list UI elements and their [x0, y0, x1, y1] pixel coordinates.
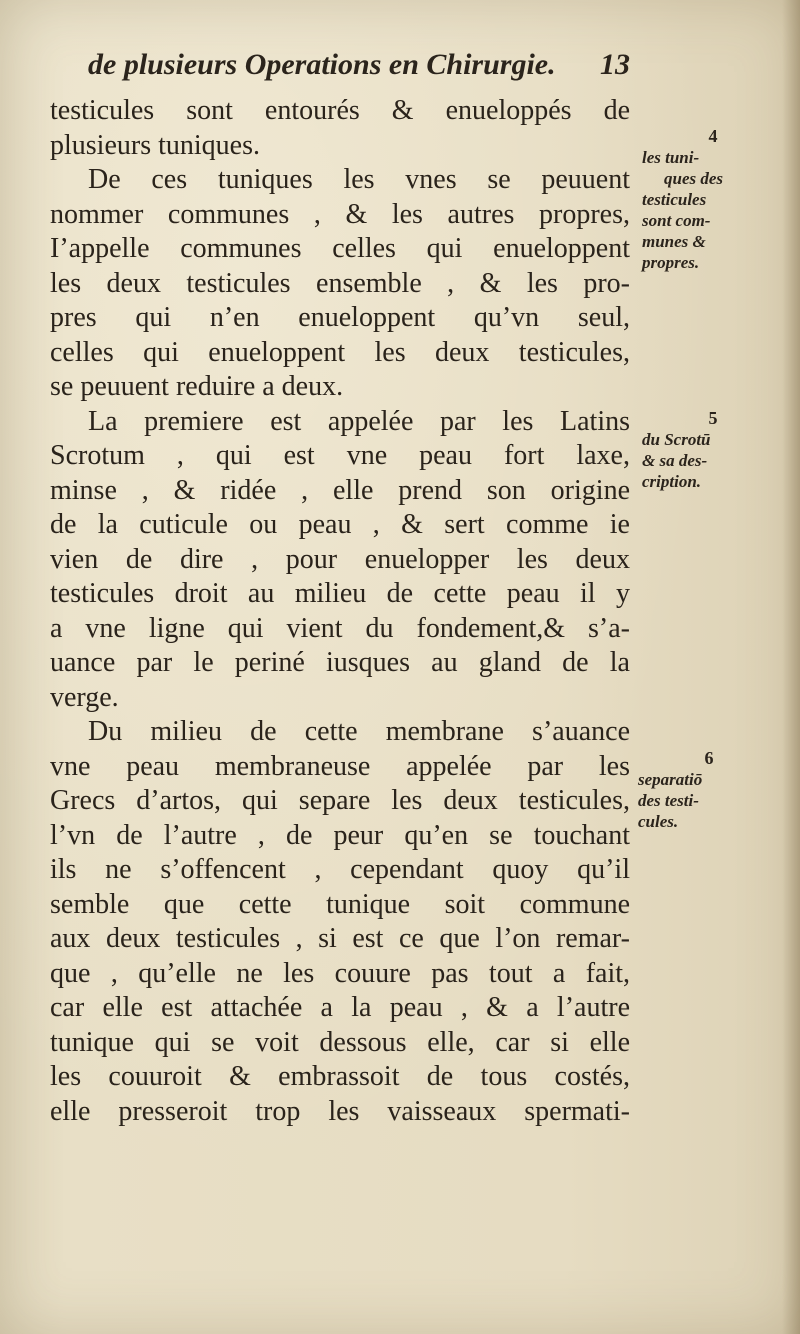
text-line: les couuroit & embrassoit de tous costés, — [50, 1061, 630, 1092]
text-line: uance par le periné iusques au gland de la — [50, 647, 630, 678]
text-line: Du milieu de cette membrane s’auance — [88, 716, 630, 747]
text-line: I’appelle communes celles qui enueloppent — [50, 233, 630, 264]
text-line: l’vn de l’autre , de peur qu’en se touchant — [50, 819, 630, 851]
text-line: nommer communes , & les autres propres, — [50, 198, 630, 230]
text-line: Scrotum , qui est vne peau fort laxe, — [50, 440, 630, 471]
margin-note-number: 4 — [708, 126, 718, 146]
text-line: aux deux testicules , si est ce que l’on remar- — [50, 923, 630, 954]
text-line: La premiere est appelée par les Latins — [88, 405, 630, 437]
margin-note-line: les tuni- — [642, 148, 700, 167]
text-line: semble que cette tunique soit commune — [50, 888, 630, 920]
margin-note-line: ques des — [664, 169, 724, 188]
text-line: vne peau membraneuse appelée par les — [50, 750, 630, 782]
text-line: se peuuent reduire a deux. — [50, 371, 344, 402]
margin-note-line: cription. — [642, 472, 702, 491]
text-line: que , qu’elle ne les couure pas tout a fait, — [50, 957, 630, 989]
margin-note-line: des testi- — [638, 791, 699, 810]
text-line: les deux testicules ensemble , & les pro- — [50, 267, 630, 299]
margin-note-number: 5 — [708, 408, 718, 428]
text-line: car elle est attachée a la peau , & a l’autre — [50, 992, 630, 1023]
margin-note-line: & sa des- — [642, 451, 708, 470]
margin-note — [638, 748, 756, 832]
text-line: a vne ligne qui vient du fondement,& s’a- — [50, 612, 630, 644]
text-line: elle presseroit trop les vaisseaux spermati- — [50, 1095, 630, 1127]
text-line: ils ne s’offencent , cependant quoy qu’il — [50, 854, 630, 885]
text-line: plusieurs tuniques. — [50, 129, 260, 161]
margin-note — [642, 126, 760, 273]
text-line: vien de dire , pour enuelopper les deux — [50, 543, 630, 575]
running-title: de plusieurs Operations en Chirurgie. — [88, 48, 556, 81]
page-edge-shadow — [782, 0, 800, 1334]
page-number: 13 — [600, 48, 630, 81]
margin-note-line: propres. — [642, 253, 700, 272]
margin-note-line: cules. — [638, 812, 679, 831]
margin-note-line: separatiō — [638, 770, 703, 789]
text-line: testicules sont entourés & enueloppés de — [50, 95, 630, 126]
text-line: minse , & ridée , elle prend son origine — [50, 474, 630, 506]
text-line: testicules droit au milieu de cette peau il y — [50, 578, 630, 609]
margin-note — [642, 408, 760, 492]
running-header — [88, 48, 648, 88]
margin-note-number: 6 — [704, 748, 714, 768]
text-line: Grecs d’artos, qui separe les deux testicules, — [50, 785, 630, 816]
margin-note-line: sont com- — [642, 211, 711, 230]
body-text — [50, 94, 630, 1129]
margin-note-line: testicules — [642, 190, 707, 209]
text-line: verge. — [50, 681, 119, 713]
text-line: celles qui enueloppent les deux testicules, — [50, 336, 630, 368]
text-line: De ces tuniques les vnes se peuuent — [88, 164, 630, 195]
margin-note-line: munes & — [642, 232, 706, 251]
text-line: tunique qui se voit dessous elle, car si elle — [50, 1026, 630, 1058]
margin-note-line: du Scrotū — [642, 430, 711, 449]
text-line: pres qui n’en enueloppent qu’vn seul, — [50, 302, 630, 333]
text-line: de la cuticule ou peau , & sert comme ie — [50, 509, 630, 540]
